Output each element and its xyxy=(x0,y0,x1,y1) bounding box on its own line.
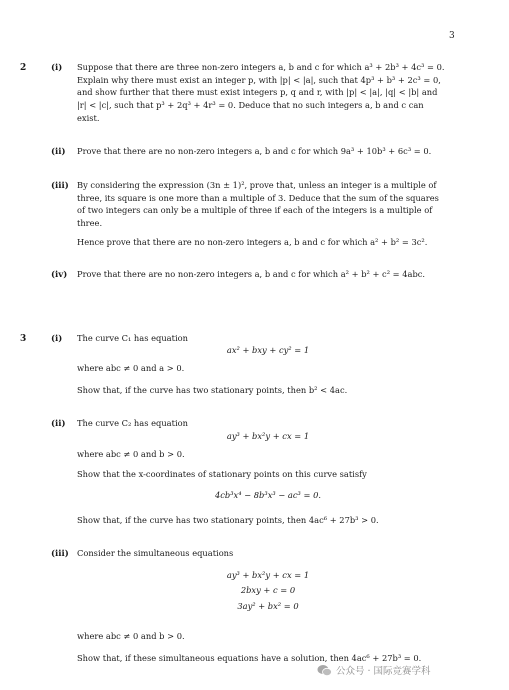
q3-part-i-intro: The curve C₁ has equation xyxy=(77,333,188,343)
q2-part-i-label: (i) xyxy=(51,63,63,73)
q3-part-iii-show: Show that, if these simultaneous equations have a solution, then 4ac⁶ + 27b³ = 0. xyxy=(77,653,422,663)
q3-part-iii-eq2: 2bxy + c = 0 xyxy=(240,585,296,595)
q3-part-iii-label: (iii) xyxy=(51,549,69,559)
question-3-number: 3 xyxy=(20,334,27,344)
q3-part-i-where: where abc ≠ 0 and a > 0. xyxy=(77,363,185,373)
q2-part-i-text: Suppose that there are three non-zero integers a, b and c for which a³ + 2b³ + 4c³ = 0. Explain why there must exist an integer p, with |p| < |a|, such that 4p³ + b³ + 2c³ = 0, and show further that there must exist integers p, q and r, with |p| < |a|, |q| < |b| and |r| < |c|, such that p³ + 2q³ + 4r³ = 0. Deduce that no such integers a, b and c can exist. xyxy=(77,62,445,123)
q3-part-ii-intro: The curve C₂ has equation xyxy=(77,418,188,428)
q3-part-iii-where: where abc ≠ 0 and b > 0. xyxy=(77,631,185,641)
q3-part-ii-equation2: 4cb³x⁴ − 8b³x³ − ac³ = 0. xyxy=(214,490,321,500)
watermark-text: 公众号 · 国际竞赛学科 xyxy=(336,666,431,677)
q3-part-iii-eq3: 3ay² + bx² = 0 xyxy=(237,601,299,611)
q3-part-i-equation: ax² + bxy + cy² = 1 xyxy=(226,345,310,355)
q2-part-iii-text: By considering the expression (3n ± 1)², prove that, unless an integer is a multiple of three, its square is one more than a multiple of 3. Deduce that the sum of the squares of two integers can only be a multiple of three if each of the integers is a multiple of three. xyxy=(77,180,439,229)
wechat-icon xyxy=(317,664,332,677)
q3-part-iii-eq1: ay³ + bx²y + cx = 1 xyxy=(226,570,310,580)
q3-part-i-show: Show that, if the curve has two stationary points, then b² < 4ac. xyxy=(77,385,348,395)
q3-part-ii-show1: Show that the x-coordinates of stationary points on this curve satisfy xyxy=(77,469,367,479)
q2-part-iv-label: (iv) xyxy=(51,270,68,280)
q3-part-ii-label: (ii) xyxy=(51,419,66,429)
q3-part-ii-show2: Show that, if the curve has two stationary points, then 4ac⁶ + 27b³ > 0. xyxy=(77,515,379,525)
q2-part-ii-text: Prove that there are no non-zero integers a, b and c for which 9a³ + 10b³ + 6c³ = 0. xyxy=(77,146,432,156)
q2-part-iii-hence: Hence prove that there are no non-zero integers a, b and c for which a² + b² = 3c². xyxy=(77,237,428,247)
page-number: 3 xyxy=(449,31,455,41)
question-2-number: 2 xyxy=(20,63,27,73)
q2-part-iv-text: Prove that there are no non-zero integers a, b and c for which a² + b² + c² = 4abc. xyxy=(77,269,426,279)
q2-part-ii-label: (ii) xyxy=(51,147,66,157)
q3-part-ii-where: where abc ≠ 0 and b > 0. xyxy=(77,449,185,459)
watermark xyxy=(317,663,431,677)
q3-part-iii-intro: Consider the simultaneous equations xyxy=(77,548,234,558)
q2-part-iii-label: (iii) xyxy=(51,181,69,191)
q3-part-ii-equation: ay³ + bx²y + cx = 1 xyxy=(226,431,310,441)
q3-part-i-label: (i) xyxy=(51,334,63,344)
